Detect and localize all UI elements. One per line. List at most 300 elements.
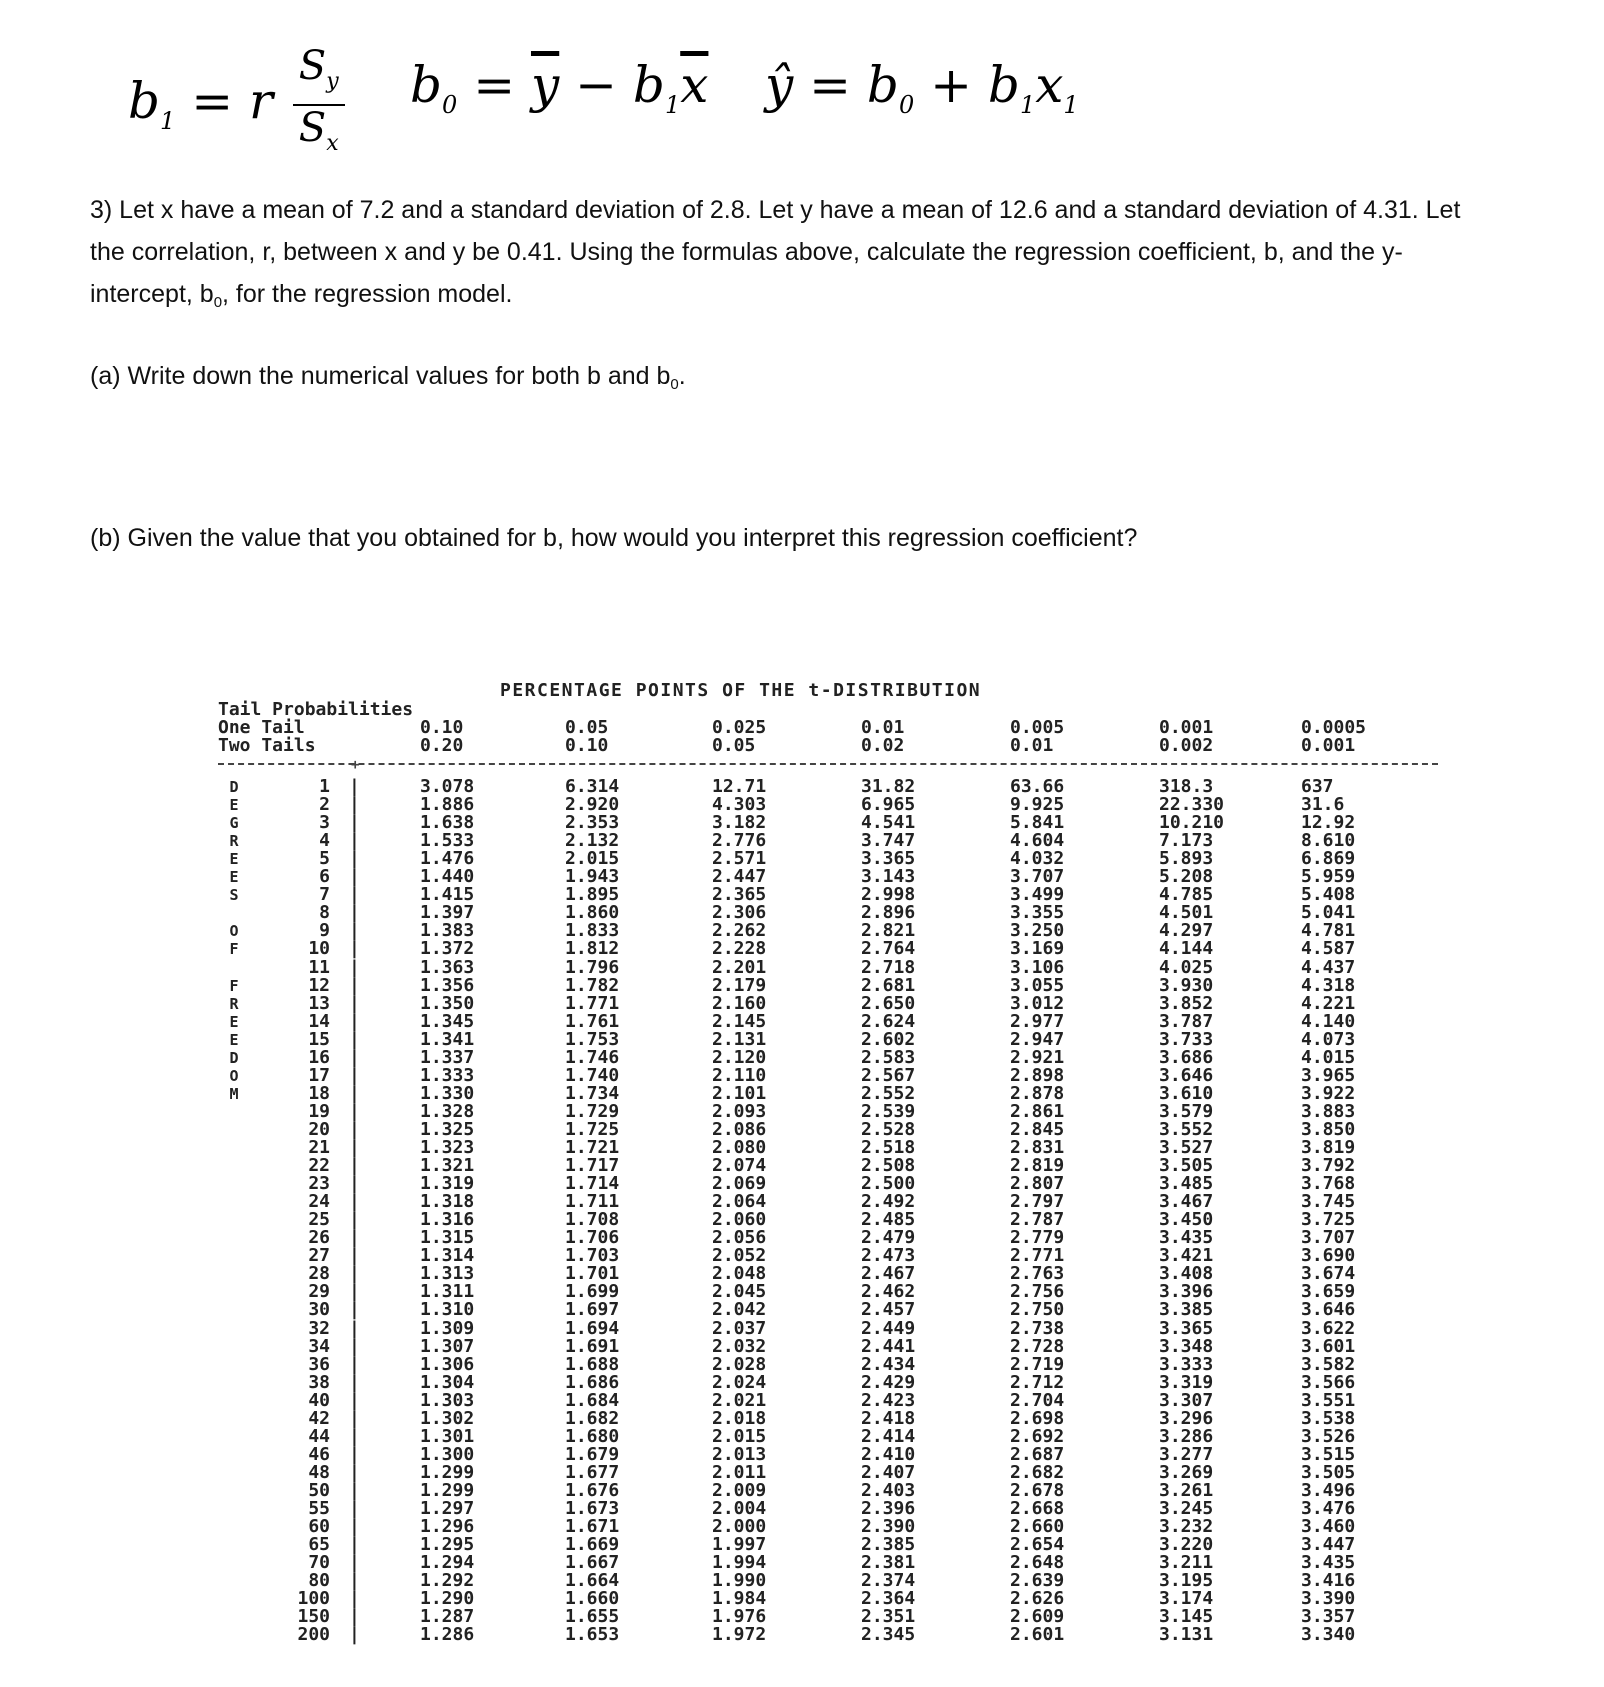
- table-cell: 2.660: [1010, 1516, 1065, 1538]
- table-cell: 3.174: [1159, 1588, 1214, 1610]
- df-cell: 14: [308, 1010, 330, 1032]
- table-cell: 1.299: [420, 1461, 475, 1483]
- table-cell: 1.682: [565, 1407, 620, 1429]
- table-cell: 1.304: [420, 1371, 475, 1393]
- table-cell: 6.965: [861, 794, 916, 816]
- side-label-letter: O: [229, 922, 239, 941]
- table-cell: 1.729: [565, 1100, 620, 1122]
- slope-formula: $b_1 = r$ $\frac{S_y}{S_x}$: [128, 44, 345, 166]
- table-cell: 8.610: [1301, 830, 1356, 852]
- row-separator: |: [349, 1461, 360, 1483]
- table-title: PERCENTAGE POINTS OF THE t-DISTRIBUTION: [500, 680, 982, 701]
- header-rule: [218, 763, 1438, 765]
- table-cell: 3.348: [1159, 1335, 1214, 1357]
- df-cell: 28: [308, 1263, 330, 1285]
- row-separator: |: [349, 794, 360, 816]
- table-cell: 4.015: [1301, 1046, 1356, 1068]
- table-cell: 2.878: [1010, 1082, 1065, 1104]
- row-separator: |: [349, 938, 360, 960]
- table-cell: 1.655: [565, 1606, 620, 1628]
- table-cell: 2.004: [712, 1498, 767, 1519]
- table-cell: 3.505: [1301, 1461, 1356, 1483]
- table-cell: 318.3: [1159, 776, 1214, 797]
- question-text: 3) Let x have a mean of 7.2 and a standard deviation of 2.8. Let y have a mean of 12.6 and a standard deviation of 4.31. Let the correlation, r, between x and y be 0.41. Using the formulas above, calculate the regression coefficient, b, and the y-intercept, $b_0$, for the regression model.: [90, 196, 1461, 311]
- table-cell: 2.093: [712, 1100, 767, 1122]
- table-cell: 2.262: [712, 920, 767, 942]
- df-cell: 70: [308, 1552, 330, 1574]
- table-cell: 2.013: [712, 1443, 767, 1465]
- table-cell: 2.624: [861, 1010, 916, 1032]
- table-cell: 2.015: [565, 848, 620, 870]
- table-cell: 1.372: [420, 938, 475, 960]
- df-cell: 38: [308, 1371, 330, 1393]
- table-cell: 2.015: [712, 1425, 767, 1447]
- table-cell: 2.457: [861, 1299, 916, 1321]
- table-cell: 2.056: [712, 1227, 767, 1249]
- table-cell: 5.841: [1010, 812, 1065, 834]
- table-cell: 1.972: [712, 1624, 767, 1646]
- table-cell: 1.761: [565, 1010, 620, 1032]
- table-cell: 2.353: [565, 812, 620, 834]
- table-cell: 2.779: [1010, 1227, 1065, 1249]
- table-cell: 3.143: [861, 866, 916, 888]
- df-cell: 3: [319, 812, 330, 834]
- table-cell: 1.321: [420, 1155, 475, 1177]
- table-cell: 3.601: [1301, 1335, 1356, 1357]
- table-cell: 2.434: [861, 1353, 916, 1375]
- df-cell: 19: [308, 1100, 330, 1122]
- table-cell: 2.080: [712, 1137, 767, 1158]
- table-cell: 1.287: [420, 1606, 475, 1628]
- table-cell: 2.447: [712, 866, 767, 888]
- table-cell: 2.650: [861, 992, 916, 1014]
- table-cell: 2.861: [1010, 1100, 1065, 1122]
- table-cell: 4.140: [1301, 1010, 1356, 1032]
- table-cell: 3.467: [1159, 1191, 1214, 1213]
- table-cell: 2.492: [861, 1191, 916, 1213]
- table-cell: 2.086: [712, 1118, 767, 1140]
- table-cell: 2.797: [1010, 1191, 1065, 1213]
- table-cell: 2.896: [861, 902, 916, 924]
- table-cell: 1.833: [565, 920, 620, 942]
- side-label-letter: F: [229, 976, 239, 995]
- table-cell: 2.921: [1010, 1046, 1065, 1068]
- table-cell: 2.601: [1010, 1624, 1065, 1646]
- table-cell: 2.441: [861, 1335, 916, 1357]
- table-cell: 3.078: [420, 776, 475, 797]
- row-separator: |: [349, 884, 360, 906]
- one-tail-label: One Tail: [218, 717, 305, 738]
- table-cell: 1.290: [420, 1588, 475, 1610]
- table-cell: 2.011: [712, 1461, 767, 1483]
- table-cell: 1.303: [420, 1389, 475, 1411]
- table-cell: 3.277: [1159, 1443, 1214, 1465]
- row-separator: |: [349, 1425, 360, 1447]
- table-cell: 3.707: [1010, 866, 1065, 888]
- table-cell: 2.042: [712, 1299, 767, 1321]
- one-tail-value: 0.10: [420, 717, 464, 738]
- table-cell: 1.740: [565, 1064, 620, 1086]
- table-cell: 1.295: [420, 1534, 475, 1556]
- table-cell: 2.609: [1010, 1606, 1065, 1628]
- table-cell: 3.515: [1301, 1443, 1356, 1465]
- table-cell: 1.325: [420, 1118, 475, 1140]
- two-tails-value: 0.02: [861, 735, 905, 756]
- table-cell: 1.703: [565, 1245, 620, 1267]
- table-cell: 31.6: [1301, 794, 1345, 816]
- table-cell: 2.132: [565, 830, 620, 852]
- table-cell: 3.552: [1159, 1118, 1214, 1140]
- table-cell: 4.221: [1301, 992, 1356, 1014]
- table-cell: 1.860: [565, 902, 620, 924]
- table-cell: 3.408: [1159, 1263, 1214, 1285]
- table-cell: 1.333: [420, 1064, 475, 1086]
- side-label-letter: R: [229, 832, 239, 851]
- df-cell: 13: [308, 992, 330, 1014]
- df-cell: 10: [308, 938, 330, 960]
- table-cell: 2.048: [712, 1263, 767, 1285]
- table-cell: 2.571: [712, 848, 767, 870]
- table-cell: 3.182: [712, 812, 767, 834]
- table-cell: 1.328: [420, 1100, 475, 1122]
- question-part-b: (b) Given the value that you obtained for b, how would you interpret this regression coefficient?: [90, 524, 1138, 552]
- df-cell: 15: [308, 1028, 330, 1050]
- row-separator: |: [349, 1498, 360, 1519]
- table-cell: 3.319: [1159, 1371, 1214, 1393]
- table-cell: 1.314: [420, 1245, 475, 1267]
- table-cell: 1.356: [420, 974, 475, 996]
- table-cell: 1.476: [420, 848, 475, 870]
- table-cell: 3.261: [1159, 1479, 1214, 1501]
- table-cell: 3.333: [1159, 1353, 1214, 1375]
- two-tails-value: 0.10: [565, 735, 609, 756]
- table-cell: 2.756: [1010, 1281, 1065, 1303]
- table-cell: 3.476: [1301, 1498, 1356, 1519]
- table-cell: 3.106: [1010, 956, 1065, 978]
- table-cell: 1.311: [420, 1281, 475, 1303]
- table-cell: 1.660: [565, 1588, 620, 1610]
- table-cell: 2.418: [861, 1407, 916, 1429]
- intercept-formula: $b_0 = \overline{y} - b_1\overline{x}$: [410, 56, 709, 119]
- df-cell: 200: [297, 1624, 330, 1646]
- df-cell: 34: [308, 1335, 330, 1357]
- table-cell: 63.66: [1010, 776, 1065, 797]
- table-cell: 1.671: [565, 1516, 620, 1538]
- table-cell: 3.435: [1159, 1227, 1214, 1249]
- table-cell: 3.792: [1301, 1155, 1356, 1177]
- df-cell: 60: [308, 1516, 330, 1538]
- question-part-a: (a) Write down the numerical values for both b and $b_0$.: [90, 362, 686, 393]
- side-label-letter: D: [229, 1048, 239, 1067]
- table-cell: 3.747: [861, 830, 916, 852]
- table-cell: 2.032: [712, 1335, 767, 1357]
- table-cell: 2.787: [1010, 1209, 1065, 1231]
- table-cell: 3.145: [1159, 1606, 1214, 1628]
- table-cell: 1.812: [565, 938, 620, 960]
- table-cell: 2.052: [712, 1245, 767, 1267]
- df-cell: 42: [308, 1407, 330, 1429]
- table-cell: 2.101: [712, 1082, 767, 1104]
- table-cell: 2.682: [1010, 1461, 1065, 1483]
- table-cell: 1.638: [420, 812, 475, 834]
- table-cell: 3.365: [861, 848, 916, 870]
- table-cell: 3.674: [1301, 1263, 1356, 1285]
- df-cell: 8: [319, 902, 330, 924]
- table-cell: 1.701: [565, 1263, 620, 1285]
- table-cell: 1.680: [565, 1425, 620, 1447]
- table-cell: 2.728: [1010, 1335, 1065, 1357]
- two-tails-value: 0.002: [1159, 735, 1214, 756]
- table-cell: 3.819: [1301, 1137, 1356, 1158]
- row-separator: |: [349, 920, 360, 942]
- row-separator: |: [349, 1137, 360, 1158]
- table-cell: 2.898: [1010, 1064, 1065, 1086]
- table-cell: 3.526: [1301, 1425, 1356, 1447]
- df-cell: 65: [308, 1534, 330, 1556]
- table-cell: 3.646: [1159, 1064, 1214, 1086]
- row-separator: |: [349, 1335, 360, 1357]
- table-cell: 10.210: [1159, 812, 1225, 834]
- table-cell: 1.706: [565, 1227, 620, 1249]
- table-cell: 1.686: [565, 1371, 620, 1393]
- table-cell: 2.977: [1010, 1010, 1065, 1032]
- table-cell: 2.131: [712, 1028, 767, 1050]
- table-cell: 1.309: [420, 1317, 475, 1339]
- table-cell: 3.566: [1301, 1371, 1356, 1393]
- table-cell: 2.414: [861, 1425, 916, 1447]
- row-separator: |: [349, 1443, 360, 1465]
- table-cell: 2.821: [861, 920, 916, 942]
- table-cell: 2.681: [861, 974, 916, 996]
- table-cell: 2.074: [712, 1155, 767, 1177]
- table-cell: 1.669: [565, 1534, 620, 1556]
- table-cell: 2.306: [712, 902, 767, 924]
- table-cell: 4.501: [1159, 902, 1214, 924]
- df-cell: 12: [308, 974, 330, 996]
- table-cell: 1.771: [565, 992, 620, 1014]
- table-cell: 1.341: [420, 1028, 475, 1050]
- df-cell: 24: [308, 1191, 330, 1213]
- prediction-formula: ŷ = $b_0 + b_1x_1$: [765, 56, 1079, 119]
- table-cell: 1.533: [420, 830, 475, 852]
- side-label-letter: M: [229, 1084, 239, 1103]
- table-cell: 1.294: [420, 1552, 475, 1574]
- table-cell: 2.947: [1010, 1028, 1065, 1050]
- two-tails-value: 0.05: [712, 735, 756, 756]
- table-cell: 12.71: [712, 776, 767, 797]
- table-cell: 4.144: [1159, 938, 1214, 960]
- table-cell: 2.374: [861, 1570, 916, 1592]
- table-cell: 1.300: [420, 1443, 475, 1465]
- table-cell: 3.340: [1301, 1624, 1356, 1646]
- table-cell: 1.895: [565, 884, 620, 906]
- table-cell: 1.734: [565, 1082, 620, 1104]
- table-cell: 5.408: [1301, 884, 1356, 906]
- table-cell: 1.796: [565, 956, 620, 978]
- df-cell: 22: [308, 1155, 330, 1177]
- table-cell: 2.449: [861, 1317, 916, 1339]
- table-cell: 2.160: [712, 992, 767, 1014]
- table-cell: 1.746: [565, 1046, 620, 1068]
- table-cell: 2.385: [861, 1534, 916, 1556]
- df-cell: 27: [308, 1245, 330, 1267]
- row-separator: |: [349, 1263, 360, 1285]
- table-cell: 3.250: [1010, 920, 1065, 942]
- table-cell: 2.528: [861, 1118, 916, 1140]
- table-cell: 3.659: [1301, 1281, 1356, 1303]
- table-cell: 1.307: [420, 1335, 475, 1357]
- table-cell: 2.718: [861, 956, 916, 978]
- table-cell: 2.552: [861, 1082, 916, 1104]
- df-cell: 55: [308, 1498, 330, 1519]
- two-tails-label: Two Tails: [218, 735, 316, 756]
- table-cell: 3.538: [1301, 1407, 1356, 1429]
- table-cell: 2.485: [861, 1209, 916, 1231]
- table-cell: 2.407: [861, 1461, 916, 1483]
- table-cell: 1.383: [420, 920, 475, 942]
- table-cell: 2.028: [712, 1353, 767, 1375]
- table-cell: 3.850: [1301, 1118, 1356, 1140]
- table-cell: 2.396: [861, 1498, 916, 1519]
- side-label-letter: E: [229, 1030, 239, 1049]
- table-cell: 3.232: [1159, 1516, 1214, 1538]
- table-cell: 22.330: [1159, 794, 1225, 816]
- table-cell: 3.195: [1159, 1570, 1214, 1592]
- side-label-letter: D: [229, 778, 239, 796]
- table-cell: 3.296: [1159, 1407, 1214, 1429]
- table-cell: 5.041: [1301, 902, 1356, 924]
- table-cell: 2.390: [861, 1516, 916, 1538]
- table-cell: 7.173: [1159, 830, 1214, 852]
- table-cell: 4.604: [1010, 830, 1065, 852]
- table-cell: 3.733: [1159, 1028, 1214, 1050]
- table-cell: 2.807: [1010, 1173, 1065, 1195]
- df-cell: 4: [319, 830, 330, 852]
- table-cell: 2.500: [861, 1173, 916, 1195]
- df-cell: 50: [308, 1479, 330, 1501]
- one-tail-value: 0.001: [1159, 717, 1214, 738]
- table-cell: 1.296: [420, 1516, 475, 1538]
- row-separator: |: [349, 1082, 360, 1104]
- row-separator: |: [349, 1010, 360, 1032]
- row-separator: |: [349, 1155, 360, 1177]
- table-cell: 2.831: [1010, 1137, 1065, 1158]
- table-cell: 2.403: [861, 1479, 916, 1501]
- table-cell: 2.648: [1010, 1552, 1065, 1574]
- table-cell: 3.745: [1301, 1191, 1356, 1213]
- side-label-letter: S: [229, 886, 239, 905]
- df-cell: 150: [297, 1606, 330, 1628]
- table-cell: 2.639: [1010, 1570, 1065, 1592]
- side-label-letter: F: [229, 940, 239, 959]
- table-cell: 1.679: [565, 1443, 620, 1465]
- table-cell: 3.211: [1159, 1552, 1214, 1574]
- df-cell: 80: [308, 1570, 330, 1592]
- df-cell: 7: [319, 884, 330, 906]
- table-cell: 3.610: [1159, 1082, 1214, 1104]
- table-cell: 2.179: [712, 974, 767, 996]
- row-separator: |: [349, 1046, 360, 1068]
- row-separator: |: [349, 1281, 360, 1303]
- table-cell: 1.676: [565, 1479, 620, 1501]
- row-separator: |: [349, 1100, 360, 1122]
- table-cell: 2.037: [712, 1317, 767, 1339]
- df-cell: 23: [308, 1173, 330, 1195]
- row-separator: |: [349, 1516, 360, 1538]
- table-cell: 1.323: [420, 1137, 475, 1158]
- df-cell: 32: [308, 1317, 330, 1339]
- row-separator: |: [349, 1064, 360, 1086]
- table-cell: 1.697: [565, 1299, 620, 1321]
- table-cell: 12.92: [1301, 812, 1356, 834]
- df-cell: 44: [308, 1425, 330, 1447]
- table-cell: 2.410: [861, 1443, 916, 1465]
- table-cell: 2.423: [861, 1389, 916, 1411]
- df-cell: 20: [308, 1118, 330, 1140]
- table-cell: 1.725: [565, 1118, 620, 1140]
- table-cell: 1.886: [420, 794, 475, 816]
- table-cell: 3.622: [1301, 1317, 1356, 1339]
- row-separator: |: [349, 1606, 360, 1628]
- table-cell: 2.024: [712, 1371, 767, 1393]
- table-cell: 3.055: [1010, 974, 1065, 996]
- row-separator: |: [349, 1534, 360, 1556]
- table-cell: 3.131: [1159, 1624, 1214, 1646]
- table-cell: 1.313: [420, 1263, 475, 1285]
- table-cell: 3.768: [1301, 1173, 1356, 1195]
- df-cell: 21: [308, 1137, 330, 1158]
- table-cell: 1.319: [420, 1173, 475, 1195]
- row-separator: |: [349, 992, 360, 1014]
- two-tails-value: 0.001: [1301, 735, 1356, 756]
- row-separator: |: [349, 1552, 360, 1574]
- table-cell: 3.922: [1301, 1082, 1356, 1104]
- table-cell: 1.440: [420, 866, 475, 888]
- table-cell: 3.499: [1010, 884, 1065, 906]
- one-tail-value: 0.05: [565, 717, 609, 738]
- table-cell: 5.893: [1159, 848, 1214, 870]
- table-cell: 3.365: [1159, 1317, 1214, 1339]
- table-cell: 2.626: [1010, 1588, 1065, 1610]
- row-separator: |: [349, 1588, 360, 1610]
- table-cell: 1.717: [565, 1155, 620, 1177]
- table-cell: 1.345: [420, 1010, 475, 1032]
- table-cell: 3.505: [1159, 1155, 1214, 1177]
- row-separator: |: [349, 956, 360, 978]
- table-cell: 3.725: [1301, 1209, 1356, 1231]
- df-cell: 6: [319, 866, 330, 888]
- table-cell: 4.437: [1301, 956, 1356, 978]
- table-cell: 1.292: [420, 1570, 475, 1592]
- table-cell: 2.692: [1010, 1425, 1065, 1447]
- table-cell: 1.699: [565, 1281, 620, 1303]
- table-cell: 2.429: [861, 1371, 916, 1393]
- table-cell: 2.719: [1010, 1353, 1065, 1375]
- table-cell: 3.355: [1010, 902, 1065, 924]
- row-separator: |: [349, 1570, 360, 1592]
- table-cell: 3.286: [1159, 1425, 1214, 1447]
- table-cell: 1.694: [565, 1317, 620, 1339]
- row-separator: |: [349, 866, 360, 888]
- table-cell: 2.045: [712, 1281, 767, 1303]
- table-cell: 2.750: [1010, 1299, 1065, 1321]
- table-cell: 3.396: [1159, 1281, 1214, 1303]
- table-cell: 1.673: [565, 1498, 620, 1519]
- table-cell: 3.787: [1159, 1010, 1214, 1032]
- table-cell: 3.551: [1301, 1389, 1356, 1411]
- table-cell: 31.82: [861, 776, 916, 797]
- table-cell: 3.307: [1159, 1389, 1214, 1411]
